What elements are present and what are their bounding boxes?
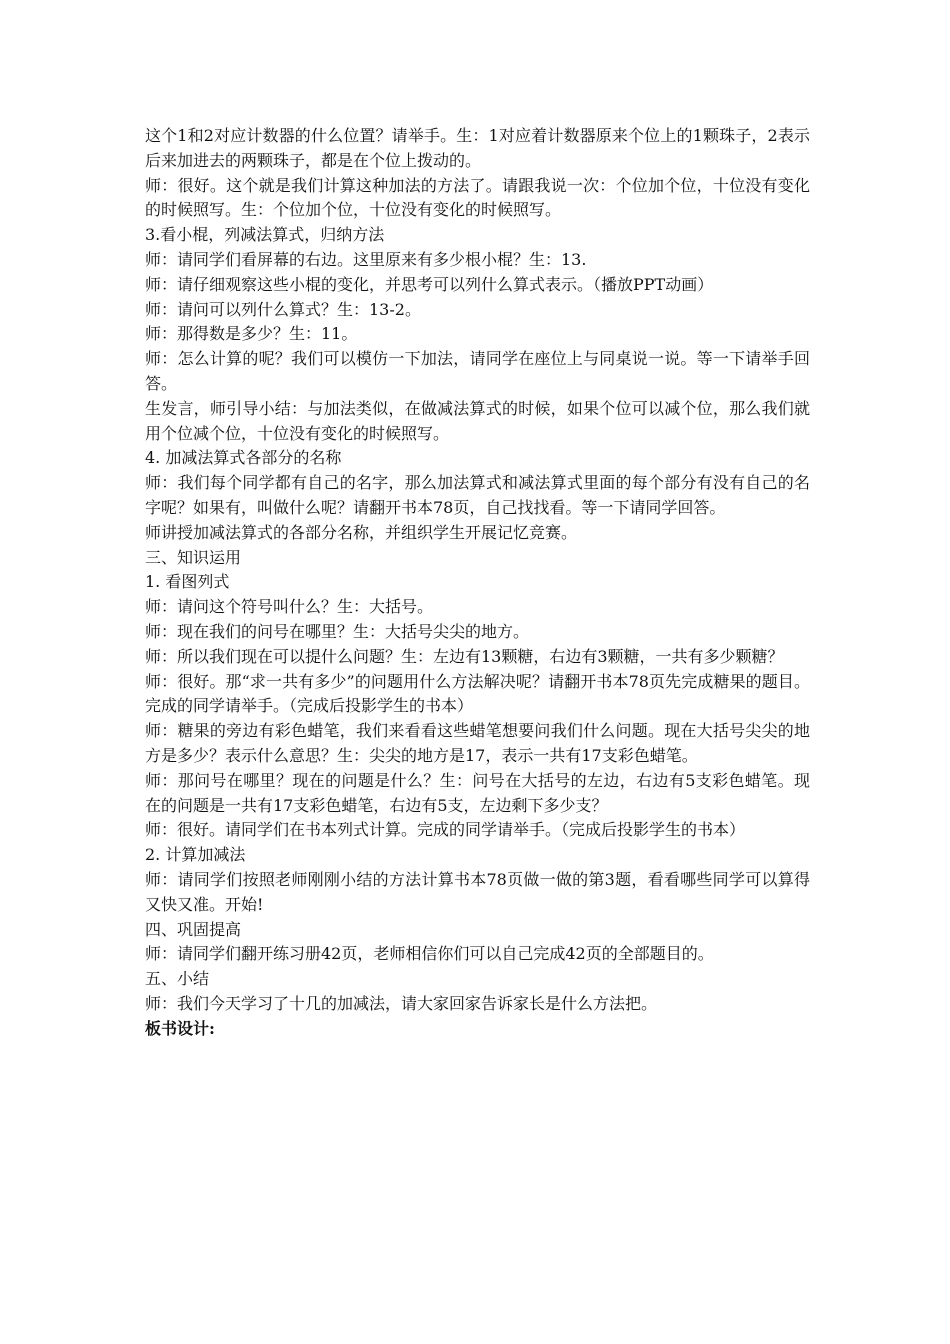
paragraph-25: 师：请同学们翻开练习册42页，老师相信你们可以自己完成42页的全部题目的。: [145, 944, 714, 964]
section-heading-3: 3.看小棍，列减法算式，归纳方法: [145, 225, 385, 245]
paragraph-19: 师：糖果的旁边有彩色蜡笔，我们来看看这些蜡笔想要问我们什么问题。现在大括号尖尖的地方是多少？表示什么意思？生：尖尖的地方是17，表示一共有17支彩色蜡笔。: [145, 721, 810, 765]
paragraph-21: 师：很好。请同学们在书本列式计算。完成的同学请举手。（完成后投影学生的书本）: [145, 820, 746, 840]
section-heading-2: 2. 计算加减法: [145, 845, 246, 865]
paragraph-6: 师：请问可以列什么算式？生：13-2。: [145, 299, 421, 319]
chapter-heading-4: 四、巩固提高: [145, 919, 242, 939]
paragraph-27: 师：我们今天学习了十几的加减法，请大家回家告诉家长是什么方法把。: [145, 993, 658, 1013]
paragraph-20: 师：那问号在哪里？现在的问题是什么？生：问号在大括号的左边，右边有5支彩色蜡笔。现在的问题是一共有17支彩色蜡笔，右边有5支，左边剩下多少支？: [145, 770, 810, 815]
section-heading-1: 1. 看图列式: [145, 572, 230, 592]
board-design-heading: 板书设计:: [145, 1018, 215, 1038]
paragraph-4: 师：请同学们看屏幕的右边。这里原来有多少根小棍？生：13.: [145, 249, 587, 269]
paragraph-1: 这个1和2对应计数器的什么位置？请举手。生：1对应着计数器原来个位上的1颗珠子，2表示后来加进去的两颗珠子，都是在个位上拨动的。: [145, 126, 810, 170]
paragraph-2: 师：很好。这个就是我们计算这种加法的方法了。请跟我说一次：个位加个位，十位没有变化的时候照写。生：个位加个位，十位没有变化的时候照写。: [145, 175, 810, 220]
paragraph-12: 师讲授加减法算式的各部分名称，并组织学生开展记忆竞赛。: [145, 522, 578, 542]
paragraph-17: 师：所以我们现在可以提什么问题？生：左边有13颗糖，右边有3颗糖，一共有多少颗糖？: [145, 646, 784, 666]
paragraph-18: 师：很好。那“求一共有多少”的问题用什么方法解决呢？请翻开书本78页先完成糖果的题目。完成的同学请举手。（完成后投影学生的书本）: [145, 671, 810, 716]
section-heading-4: 4. 加减法算式各部分的名称: [145, 448, 342, 468]
paragraph-23: 师：请同学们按照老师刚刚小结的方法计算书本78页做一做的第3题，看看哪些同学可以算得又快又准。开始!: [145, 869, 810, 914]
paragraph-8: 师：怎么计算的呢？我们可以模仿一下加法，请同学在座位上与同桌说一说。等一下请举手回答。: [145, 349, 810, 393]
chapter-heading-3: 三、知识运用: [145, 547, 242, 567]
paragraph-9: 生发言，师引导小结：与加法类似，在做减法算式的时候，如果个位可以减个位，那么我们就用个位减个位，十位没有变化的时候照写。: [145, 398, 810, 443]
paragraph-16: 师：现在我们的问号在哪里？生：大括号尖尖的地方。: [145, 621, 530, 641]
chapter-heading-5: 五、小结: [145, 969, 210, 989]
document-page: [145, 124, 810, 1041]
paragraph-15: 师：请问这个符号叫什么？生：大括号。: [145, 597, 434, 617]
paragraph-5: 师：请仔细观察这些小棍的变化，并思考可以列什么算式表示。（播放PPT动画）: [145, 274, 714, 294]
paragraph-7: 师：那得数是多少？生：11。: [145, 324, 358, 344]
paragraph-11: 师：我们每个同学都有自己的名字，那么加法算式和减法算式里面的每个部分有没有自己的名字呢？如果有，叫做什么呢？请翻开书本78页，自己找找看。等一下请同学回答。: [145, 473, 810, 517]
